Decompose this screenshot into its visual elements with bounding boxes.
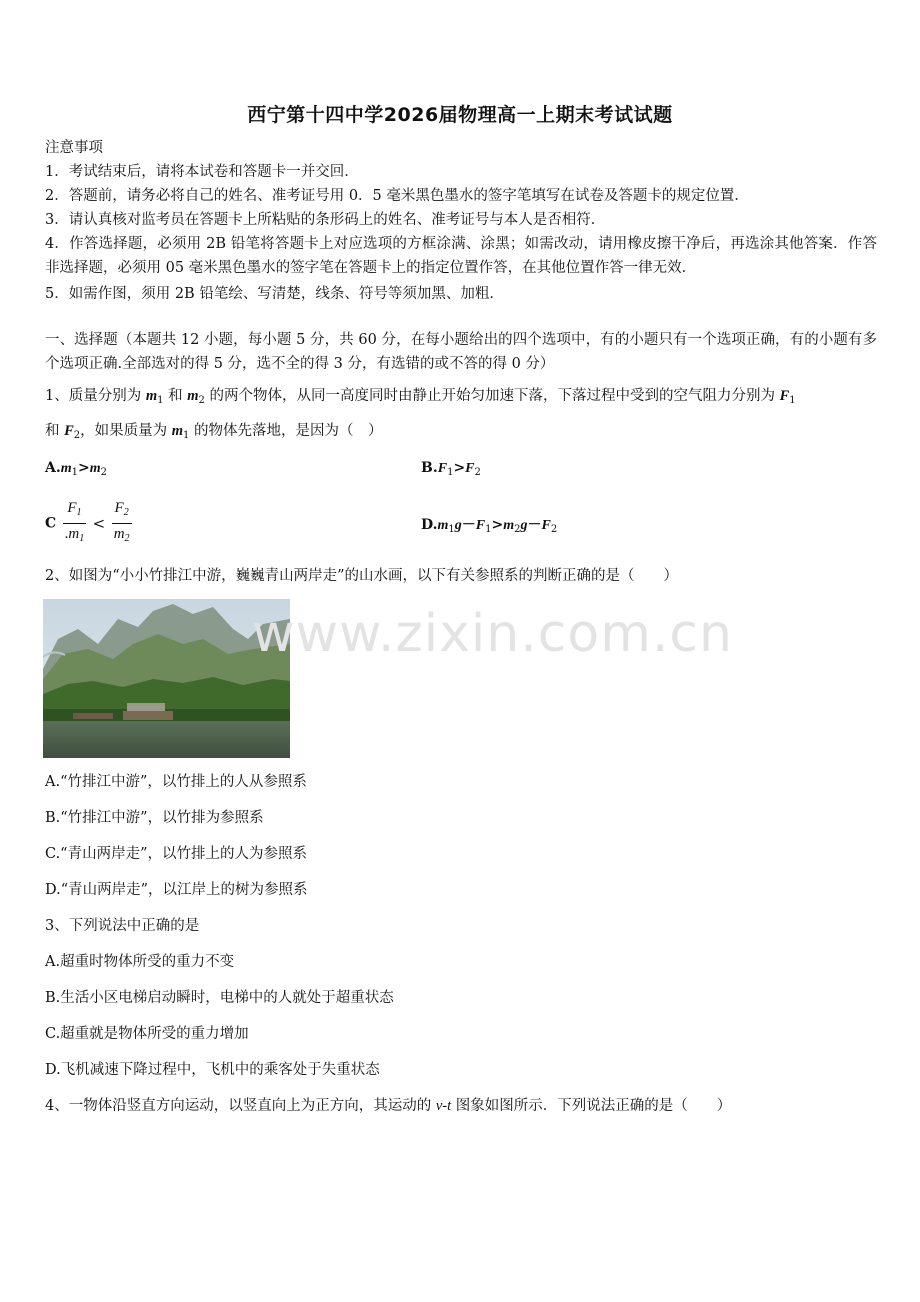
q1-option-b: $B.F_1>F_2$	[421, 460, 481, 478]
question-1-line-1: 1、质量分别为 $m_1$ 和 $m_2$ 的两个物体，从同一高度同时由静止开始匀加速下落，下落过程中受到的空气阻力分别为 $F_1$	[45, 388, 796, 406]
fraction-f2-m2: $\frac{F_2}{m_2}$	[113, 500, 130, 544]
note-item-5: 5．如需作图，须用 2B 铅笔绘、写清楚，线条、符号等须加黑、加粗．	[45, 286, 504, 302]
q3-option-d: D.飞机减速下降过程中，飞机中的乘客处于失重状态	[45, 1062, 380, 1078]
note-item-2: 2．答题前，请务必将自己的姓名、准考证号用 0．5 毫米黑色墨水的签字笔填写在试卷及答题卡的规定位置．	[45, 188, 749, 204]
section-heading: 一、选择题（本题共 12 小题，每小题 5 分，共 60 分，在每小题给出的四个选项中，有的小题只有一个选项正确，有的小题有多个选项正确.全部选对的得 5 分，选不全的得 3 分，有选错的或不答的得 0 分）	[45, 332, 877, 372]
question-4-stem: 4、一物体沿竖直方向运动，以竖直向上为正方向，其运动的 v-t 图象如图所示．下列说法正确的是（ ）	[45, 1098, 732, 1114]
note-item-4: 4．作答选择题，必须用 2B 铅笔将答题卡上对应选项的方框涂满、涂黑；如需改动，请用橡皮擦干净后，再选涂其他答案．作答非选择题，必须用 05 毫米黑色墨水的签字笔在答题卡上的指定位置作答，在其他位置作答一律无效．	[45, 236, 877, 276]
q2-option-c: C.“青山两岸走”，以竹排上的人为参照系	[45, 846, 308, 862]
q1-option-d: $D.m_1g-F_1>m_2g-F_2$	[421, 517, 558, 535]
q3-option-b: B.生活小区电梯启动瞬时，电梯中的人就处于超重状态	[45, 990, 394, 1006]
q2-option-d: D.“青山两岸走”，以江岸上的树为参照系	[45, 882, 308, 898]
question-2-stem: 2、如图为“小小竹排江中游，巍巍青山两岸走”的山水画，以下有关参照系的判断正确的是（ ）	[45, 568, 679, 584]
q2-option-b: B.“竹排江中游”，以竹排为参照系	[45, 810, 264, 826]
q3-option-c: C.超重就是物体所受的重力增加	[45, 1026, 249, 1042]
q1-option-a: $A.m_1>m_2$	[45, 460, 108, 478]
fraction-f1-m1: $\frac{F_1}{.m_1}$	[64, 500, 85, 544]
q1-option-c: C $\frac{F_1}{.m_1}$ < $\frac{F_2}{m_2}$	[45, 498, 134, 549]
page-title: 西宁第十四中学2026届物理高一上期末考试试题	[247, 104, 673, 126]
watermark: www.zixin.com.cn	[252, 604, 733, 664]
question-1-line-2: 和 $F_2$，如果质量为 $m_1$ 的物体先落地，是因为（ ）	[45, 423, 383, 441]
q3-option-a: A.超重时物体所受的重力不变	[45, 954, 235, 970]
notes-heading: 注意事项	[45, 140, 103, 156]
note-item-3: 3．请认真核对监考员在答题卡上所粘贴的条形码上的姓名、准考证号与本人是否相符．	[45, 212, 606, 228]
note-item-1: 1．考试结束后，请将本试卷和答题卡一并交回．	[45, 164, 359, 180]
q2-option-a: A.“竹排江中游”，以竹排上的人从参照系	[45, 774, 307, 790]
question-3-stem: 3、下列说法中正确的是	[45, 918, 200, 934]
